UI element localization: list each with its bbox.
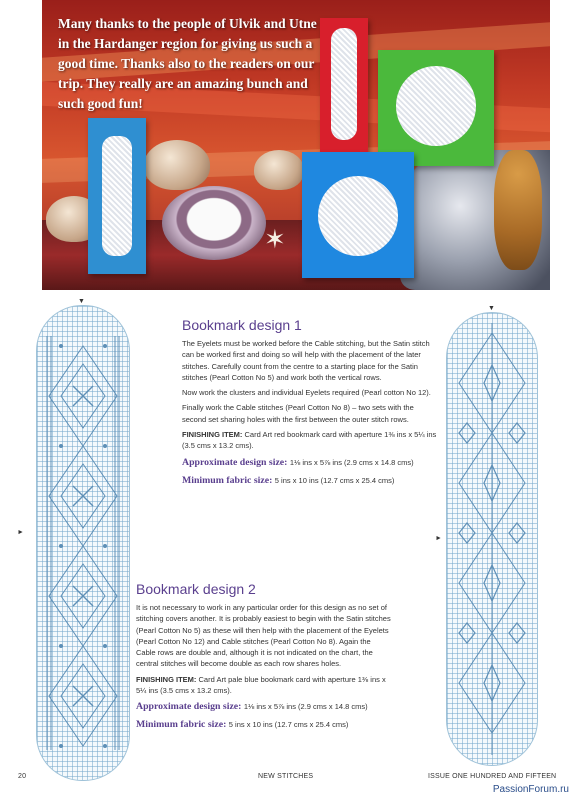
instruction-paragraph: It is not necessary to work in any particular order for this design as no set of stitching covers another. It is probably easiest to begin with the Satin stitches (Pearl Cotton No 5) as these will then help with the placement of the Eyelets (Pearl Cotton No 12) and Cable stitches (Pearl Cotton No 8). Again the Cable rows are double and, although it is not indicated on the chart, the central stitches will become double as each row shares holes. [136, 603, 391, 669]
finishing-item [136, 674, 392, 697]
lace-panel [331, 28, 357, 140]
spec-label: Minimum fabric size: [182, 474, 273, 486]
starfish-icon: ✶ [264, 224, 286, 254]
teddy-bear [494, 150, 542, 270]
instruction-paragraph: The Eyelets must be worked before the Cable stitching, but the Satin stitch can be worked first and doing so will help with the placement of the later stitches. Carefully count from the centre to a starting place for the Satin stitches (Pearl Cotton No 5) and work both the vertical rows. [182, 339, 430, 382]
finishing-label: FINISHING ITEM: [182, 430, 243, 440]
trinket-dish [162, 186, 266, 260]
finishing-item [182, 429, 438, 452]
watermark: PassionForum.ru [492, 784, 569, 795]
spec-value: 5 ins x 10 ins (12.7 cms x 25.4 cms) [274, 475, 395, 485]
center-marker-icon: ▼ [17, 528, 25, 536]
red-bookmark-card [320, 18, 368, 154]
shell-decoration [254, 150, 304, 190]
spec-value: 1⅛ ins x 5⅞ ins (2.9 cms x 14.8 cms) [289, 457, 414, 467]
chart-motifs [447, 313, 537, 765]
bookmark-design-1 [182, 316, 438, 492]
bookmark-design-2 [136, 580, 392, 736]
instruction-paragraph: Finally work the Cable stitches (Pearl Cotton No 8) – two sets with the second set sharing holes with the first between the outer stitch rows. [182, 403, 414, 424]
bookmark-chart-1 [36, 305, 130, 781]
approx-design-size [182, 456, 438, 470]
spec-value: 5 ins x 10 ins (12.7 cms x 25.4 cms) [228, 720, 349, 730]
blue-card [302, 152, 414, 278]
photo-caption: Many thanks to the people of Ulvik and Utne in the Hardanger region for giving us such a good time. Thanks also to the readers on our trip. They really are an amazing bunch and such good fun! [58, 16, 317, 111]
lace-panel [102, 136, 132, 256]
bookmark-chart-2 [446, 312, 538, 766]
section-title: Bookmark design 2 [136, 581, 256, 597]
lace-circle [318, 176, 398, 256]
finishing-label: FINISHING ITEM: [136, 674, 197, 684]
center-marker-icon: ▼ [488, 305, 495, 312]
section-title: Bookmark design 1 [182, 317, 302, 333]
page-number: 20 [18, 773, 27, 780]
instruction-paragraph: Now work the clusters and individual Eyelets required (Pearl cotton No 12). [182, 388, 431, 398]
min-fabric-size [182, 474, 438, 488]
finishing-text: Card Art pale blue bookmark card with aperture 1⅜ ins x 5¼ ins (3.5 cms x 13.2 cms). [136, 674, 386, 696]
spec-label: Approximate design size: [182, 456, 288, 468]
chart-motifs [37, 306, 129, 780]
lace-circle [396, 66, 476, 146]
spec-value: 1⅛ ins x 5⅞ ins (2.9 cms x 14.8 cms) [243, 702, 368, 712]
magazine-name: NEW STITCHES [258, 773, 314, 780]
header-photo [42, 0, 550, 290]
spec-label: Approximate design size: [136, 701, 242, 713]
center-marker-icon: ▼ [78, 298, 85, 305]
min-fabric-size [136, 718, 392, 732]
issue-label: ISSUE ONE HUNDRED AND FIFTEEN [428, 773, 557, 780]
approx-design-size [136, 700, 392, 714]
spec-label: Minimum fabric size: [136, 719, 227, 731]
center-marker-icon: ▼ [435, 534, 443, 542]
blue-bookmark-card [88, 118, 146, 274]
green-card [378, 50, 494, 166]
finishing-text: Card Art red bookmark card with aperture 1⅜ ins x 5¼ ins (3.5 cms x 13.2 cms). [182, 430, 437, 451]
shell-decoration [144, 140, 210, 190]
